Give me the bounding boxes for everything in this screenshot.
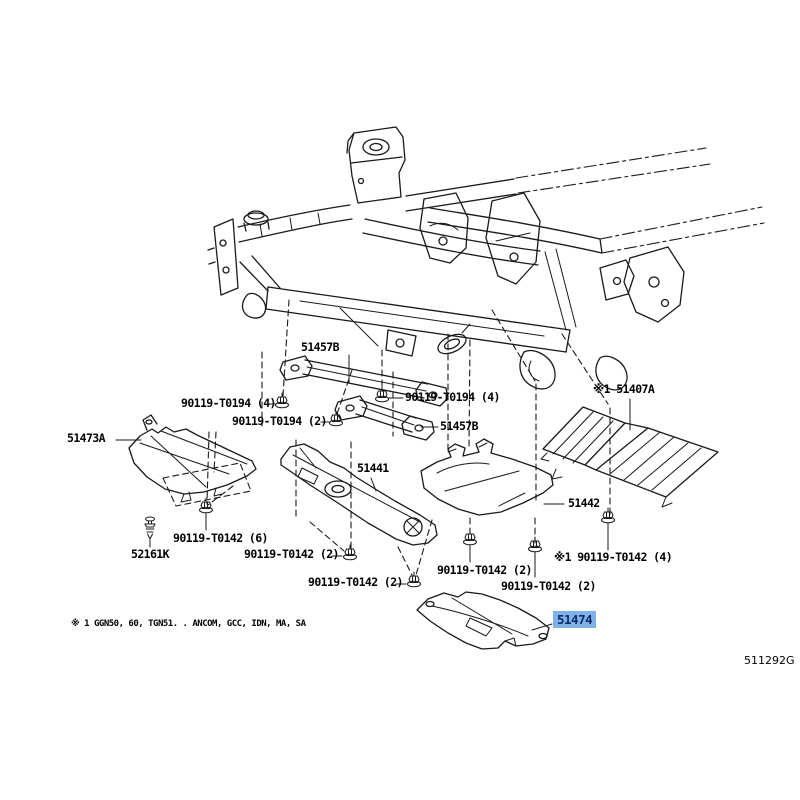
frame-assembly-drawing <box>208 127 764 390</box>
part-label-51442[interactable]: 51442 <box>568 496 600 510</box>
part-51441-drawing <box>281 444 437 545</box>
bolt-icon <box>344 545 357 560</box>
clip-icon <box>145 517 155 539</box>
part-51442-drawing <box>421 439 553 515</box>
part-label-90119-t0142-2-c[interactable]: 90119-T0142 (2) <box>437 563 532 577</box>
part-label-51457b-upper[interactable]: 51457B <box>301 340 339 354</box>
part-label-90119-t0194-4-right[interactable]: 90119-T0194 (4) <box>405 390 500 404</box>
part-label-90119-t0194-2[interactable]: 90119-T0194 (2) <box>232 414 327 428</box>
part-label-90119-t0142-2-b[interactable]: 90119-T0142 (2) <box>308 575 403 589</box>
part-label-90119-t0142-6[interactable]: 90119-T0142 (6) <box>173 531 268 545</box>
bolt-icon <box>200 498 213 513</box>
bolt-icon <box>464 530 477 545</box>
fasteners <box>145 387 615 587</box>
bolt-icon <box>408 572 421 587</box>
part-label-90119-t0142-4[interactable]: ※1 90119-T0142 (4) <box>554 550 673 564</box>
bolt-icon <box>330 411 343 426</box>
part-label-51441[interactable]: 51441 <box>357 461 389 475</box>
part-label-90119-t0142-2-d[interactable]: 90119-T0142 (2) <box>501 579 596 593</box>
part-label-51457b-lower[interactable]: 51457B <box>440 419 478 433</box>
part-label-51407a[interactable]: ※1 51407A <box>593 382 655 396</box>
applicability-footnote: ※ 1 GGN50, 60, TGN51. . ANCOM, GCC, IDN, MA, SA <box>71 619 306 629</box>
drawing-code: 511292G <box>744 654 795 667</box>
part-label-52161k[interactable]: 52161K <box>131 547 169 561</box>
part-label-90119-t0142-2-a[interactable]: 90119-T0142 (2) <box>244 547 339 561</box>
part-label-51473a[interactable]: 51473A <box>67 431 105 445</box>
part-51474-drawing <box>417 592 549 649</box>
bolt-icon <box>602 508 615 523</box>
bolt-icon <box>529 537 542 552</box>
part-label-90119-t0194-4-left[interactable]: 90119-T0194 (4) <box>181 396 276 410</box>
part-51473a-drawing <box>129 415 256 506</box>
bolt-icon <box>276 393 289 408</box>
part-label-51474-highlighted[interactable]: 51474 <box>553 611 596 628</box>
